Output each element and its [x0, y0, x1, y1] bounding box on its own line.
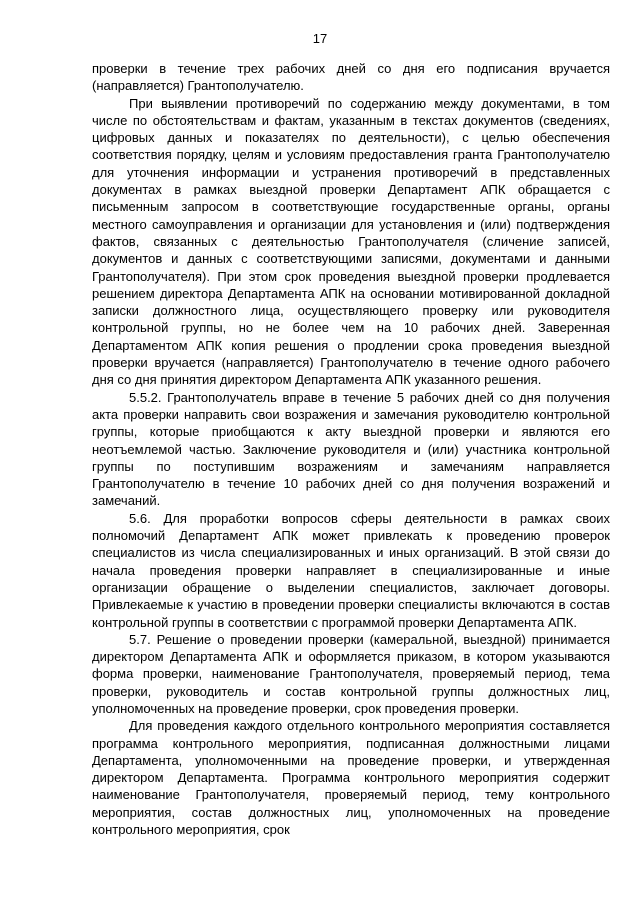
document-body [92, 60, 610, 838]
paragraph: 5.7. Решение о проведении проверки (камеральной, выездной) принимается директором Департамента АПК и оформляется приказом, в котором указываются форма проверки, наименование Грантополучателя, проверяемый период, тема проверки, руководитель и состав контрольной группы должностных лиц, уполномоченных на проведение проверки, срок проведения проверки. [92, 631, 610, 716]
paragraph: 5.5.2. Грантополучатель вправе в течение 5 рабочих дней со дня получения акта проверки направить свои возражения и замечания руководителю контрольной группы, которые приобщаются к акту выездной проверки и являются его неотъемлемой частью. Заключение руководителя и (или) участника контрольной группы по поступившим возражениям и замечаниям направляется Грантополучателю в течение 10 рабочих дней со дня получения возражений и замечаний. [92, 389, 610, 509]
paragraph: проверки в течение трех рабочих дней со дня его подписания вручается (направляется) Грантополучателю. [92, 61, 610, 94]
page-number: 17 [312, 31, 328, 46]
paragraph: 5.6. Для проработки вопросов сферы деятельности в рамках своих полномочий Департамент АПК может привлекать к проведению проверок специалистов из числа специализированных и иных организаций. В этой связи до начала проведения проверки направляет в специализированные и иные организации обращение о выделении специалистов, заключает договоры. Привлекаемые к участию в проведении проверки специалисты включаются в состав контрольной группы в соответствии с программой проверки Департамента АПК. [92, 510, 610, 630]
paragraph: При выявлении противоречий по содержанию между документами, в том числе по обстоятельствам и фактам, указанным в текстах документов (сведениях, цифровых данных и показателях по деятельности), с целью обеспечения соответствия порядку, целям и условиям предоставления гранта Грантополучателю для уточнения информации и устранения противоречий в представленных документах в рамках выездной проверки Департамент АПК обращается с письменным запросом в соответствующие государственные органы, органы местного самоуправления и организации для установления и (или) подтверждения фактов, связанных с деятельностью Грантополучателя (сличение записей, документов и данных с соответствующими записями, документами и данными Грантополучателя). При этом срок проведения выездной проверки продлевается решением директора Департамента АПК на основании мотивированной докладной записки должностного лица, осуществляющего проверку или руководителя контрольной группы, но не более чем на 10 рабочих дней. Заверенная Департаментом АПК копия решения о продлении срока проведения выездной проверки вручается (направляется) Грантополучателю в течение одного рабочего дня со дня принятия директором Департамента АПК указанного решения. [92, 95, 610, 388]
paragraph: Для проведения каждого отдельного контрольного мероприятия составляется программа контрольного мероприятия, подписанная должностными лицами Департамента, уполномоченными на проведение проверки, и утвержденная директором Департамента. Программа контрольного мероприятия содержит наименование Грантополучателя, проверяемый период, тему контрольного мероприятия, состав должностных лиц, уполномоченных на проведение контрольного мероприятия, срок [92, 718, 610, 838]
